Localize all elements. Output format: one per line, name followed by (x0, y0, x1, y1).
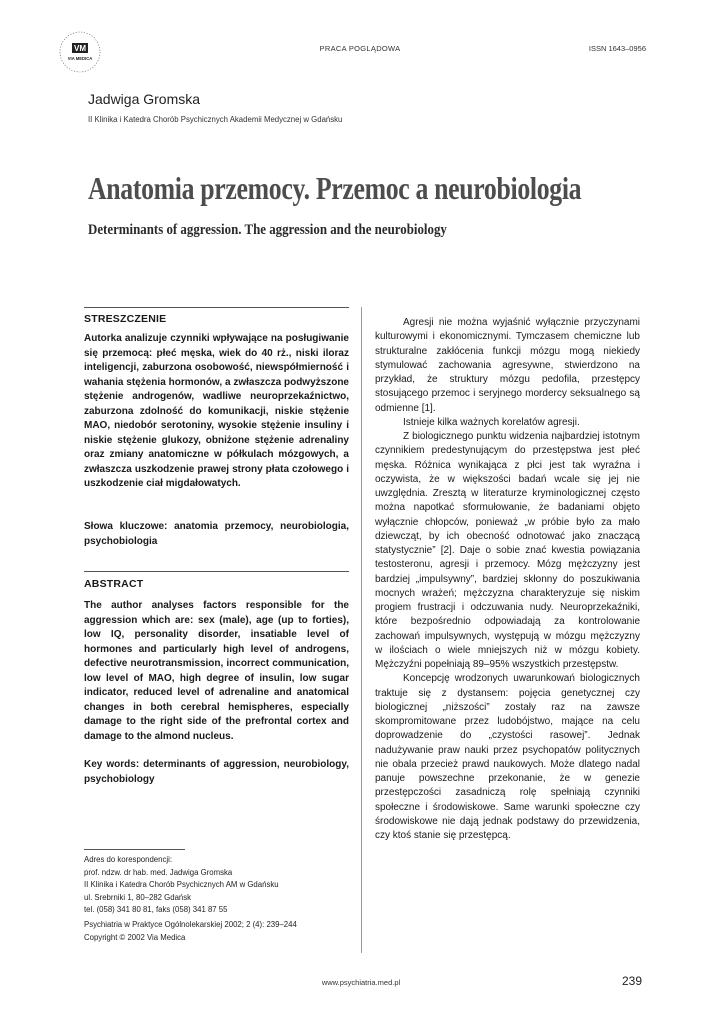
article-title: Anatomia przemocy. Przemoc a neurobiologia (88, 170, 582, 206)
footnote-rule (84, 849, 185, 850)
citation-block (84, 919, 349, 944)
column-divider (361, 307, 362, 953)
abstract-heading: ABSTRACT (84, 578, 144, 590)
body-text (375, 316, 640, 843)
issn: ISSN 1643–0956 (588, 44, 646, 53)
correspondence-line: tel. (058) 341 80 81, faks (058) 341 87 55 (84, 905, 228, 914)
logo-label: VIA MEDICA (67, 56, 93, 61)
body-paragraph: Agresji nie można wyjaśnić wyłącznie przyczynami kulturowymi i ekonomicznymi. Tymczasem chemiczne lub strukturalne zakłócenia funkcji mózgu mogą niekiedy stymulować zachowania agresywne, stwierdzono na przykład, że struktury mózgu pedofila, przestępcy stosującego przemoc i seryjnego mordercy seksualnego są odmienne [1]. (375, 317, 640, 414)
section-divider (84, 571, 349, 572)
page-number: 239 (621, 974, 642, 988)
correspondence-line: ul. Srebrniki 1, 80–282 Gdańsk (84, 892, 192, 902)
body-paragraph: Koncepcję wrodzonych uwarunkowań biologicznych traktuje się z dystansem: pojęcia genetycznej czy biologicznej „niższości” zostały raz na zawsze skompromitowane przez ludobójstwo, mające na celu doprowadzenie do „czystości rasowej”. Jednak nadużywanie praw nauki przez psychopatów politycznych nie obala przecież prawd naukowych. Może dlatego nadal panuje powszechne przekonanie, że w genezie przestępczości zasadniczą rolę spełniają czynniki społeczne i środowiskowe. Same warunki społeczne czy środowiskowe nie dają jednak podstawy do przewidzenia, czy ktoś stanie się przestępcą. (375, 673, 640, 841)
body-paragraph: Z biologicznego punktu widzenia najbardziej istotnym czynnikiem predestynującym do przestępstwa jest płeć męska. Różnica wynikająca z płci jest tak wyraźna i oczywista, że w większości badań wcale się jej nie uwzględnia. Zresztą w literaturze kryminologicznej często można napotkać sformułowanie, że badaniami objęto wyłącznie chłopców, ponieważ „w próbie było za mało dziewcząt, by ich obecność odnotować jako znaczącą statystycznie” [2]. Daje o sobie znać kwestia powiązania testosteronu, agresji i przemocy. Mózg mężczyzny jest bardziej „impulsywny”, bardziej skłonny do poszukiwania mocnych wrażeń; mężczyzna charakteryzuje się niskim progiem frustracji i odczuwania nudy. Neuroprzekaźniki, które bezpośrednio odpowiadają za kontrolowanie zachowań impulsywnych, występują w mózgu mężczyzny w ilościach o wiele mniejszych niż w mózgu kobiety. Mężczyźni popełniają 89–95% wszystkich przestępstw. (375, 431, 640, 670)
article-subtitle: Determinants of aggression. The aggression and the neurobiology (88, 222, 447, 238)
correspondence-line: prof. ndzw. dr hab. med. Jadwiga Gromska (84, 867, 233, 877)
abstract-text: The author analyses factors responsible for the aggression which are: sex (male), age (up to forties), low IQ, personality disorder, insatiable level of hormones and particularly high level of androgens, defective neurotransmission, incorrect communication, low level of MAO, high degree of insulin, low sugar indicator, reduced level of adrenaline and anatomical changes in both cerebral hemispheres, especially damage to the right side of the prefrontal cortex and damage to the almond nucleus. (84, 600, 349, 742)
abstract-block (84, 599, 349, 744)
copyright: Copyright © 2002 Via Medica (84, 932, 186, 942)
streszczenie-text: Autorka analizuje czynniki wpływające na posługiwanie się przemocą: płeć męska, wiek do 40 rż., niski iloraz inteligencji, zaburzona osobowość, niewspółmierność i wahania stężenia hormonów, a zwłaszcza podwyższone stężenie androgenów, wadliwe neuroprzekaźnictwo, zaburzona zdolność do komunikacji, niskie stężenie MAO, niedobór serotoniny, wysokie stężenie insuliny i niskie stężenie glukozy, obniżone stężenie adrenaliny oraz zmiany anatomiczne w półkulach mózgowych, a zwłaszcza uszkodzenie prawej strony płata czołowego i uszkodzenie ciał migdałowatych. (84, 333, 349, 489)
author-affiliation: II Klinika i Katedra Chorób Psychicznych Akademii Medycznej w Gdańsku (88, 115, 343, 124)
section-divider (84, 307, 349, 308)
keywords-pl-block (84, 520, 349, 549)
correspondence-line: II Klinika i Katedra Chorób Psychicznych AM w Gdańsku (84, 880, 279, 889)
author-name: Jadwiga Gromska (88, 91, 201, 107)
journal-citation: Psychiatria w Praktyce Ogólnolekarskiej 2002; 2 (4): 239–244 (84, 920, 297, 929)
keywords-pl: Słowa kluczowe: anatomia przemocy, neurobiologia, psychobiologia (84, 521, 349, 547)
body-paragraph: Istnieje kilka ważnych korelatów agresji. (403, 416, 580, 428)
keywords-en-block (84, 758, 349, 787)
correspondence-line: Adres do korespondencji: (84, 855, 172, 864)
streszczenie-block (84, 332, 349, 492)
streszczenie-heading: STRESZCZENIE (84, 313, 167, 325)
footer-url[interactable]: www.psychiatria.med.pl (321, 978, 401, 987)
section-label: PRACA POGLĄDOWA (319, 44, 401, 53)
via-medica-logo (58, 30, 102, 74)
correspondence-address (84, 854, 349, 917)
logo-mark: VM (74, 44, 86, 53)
keywords-en: Key words: determinants of aggression, neurobiology, psychobiology (84, 759, 349, 785)
